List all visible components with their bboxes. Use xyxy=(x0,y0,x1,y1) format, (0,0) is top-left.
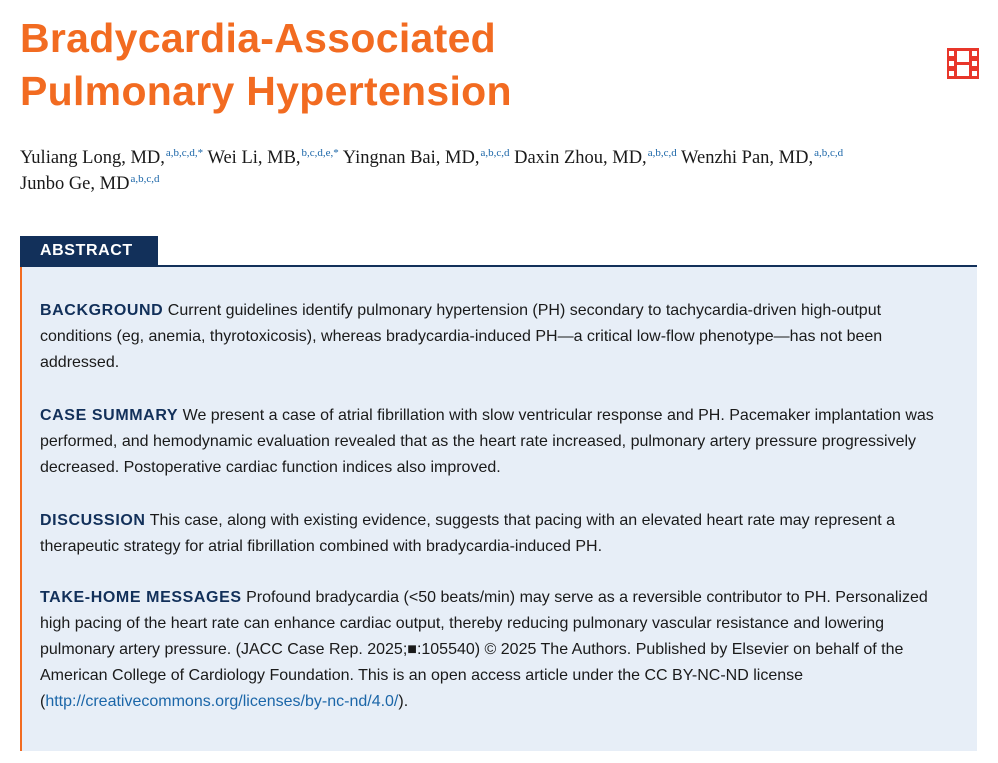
author-name: Junbo Ge, MD xyxy=(20,174,130,194)
author-name: Wei Li, MB, xyxy=(207,148,301,168)
author-1 xyxy=(20,148,203,168)
background-heading: BACKGROUND xyxy=(40,302,164,319)
background-text: Current guidelines identify pulmonary hypertension (PH) secondary to tachycardia-driven high-output conditions (eg, anemia, thyrotoxicosis), whereas bradycardia-induced PH—a critical low-flow phenotype—has not been addressed. xyxy=(40,302,883,371)
abstract-discussion xyxy=(40,508,952,560)
citation-text: (JACC Case Rep. 2025;■:105540) © 2025 The Authors. Published by Elsevier on behalf of the American College of Cardiology Foundation. This is an open access article under the CC BY-NC-ND license ( xyxy=(40,641,904,710)
author-affiliation[interactable]: a,b,c,d xyxy=(647,147,677,159)
case-summary-text: We present a case of atrial fibrillation with slow ventricular response and PH. Pacemaker implantation was performed, and hemodynamic evaluation revealed that as the heart rate increased, pulmonary artery pressure progressively decreased. Postoperative cardiac function indices also improved. xyxy=(40,407,934,476)
title-line-1: Bradycardia-Associated xyxy=(20,15,497,61)
author-name: Daxin Zhou, MD, xyxy=(514,148,647,168)
case-summary-heading: CASE SUMMARY xyxy=(40,407,179,424)
author-name: Yuliang Long, MD, xyxy=(20,148,165,168)
author-name: Yingnan Bai, MD, xyxy=(342,148,480,168)
author-affiliation[interactable]: a,b,c,d,* xyxy=(165,147,204,159)
author-5 xyxy=(681,148,843,168)
abstract-background xyxy=(40,298,952,376)
author-4 xyxy=(514,148,677,168)
author-3 xyxy=(343,148,510,168)
video-film-icon[interactable] xyxy=(947,48,979,79)
title-line-2: Pulmonary Hypertension xyxy=(20,68,512,114)
abstract-take-home xyxy=(40,585,952,715)
author-6 xyxy=(20,174,159,194)
author-affiliation[interactable]: a,b,c,d xyxy=(814,147,844,159)
author-name: Wenzhi Pan, MD, xyxy=(681,148,814,168)
discussion-heading: DISCUSSION xyxy=(40,512,146,529)
discussion-text: This case, along with existing evidence, suggests that pacing with an elevated heart rate may represent a therapeutic strategy for atrial fibrillation combined with bradycardia-induced PH. xyxy=(40,512,896,555)
author-affiliation[interactable]: b,c,d,e,* xyxy=(301,147,339,159)
author-2 xyxy=(207,148,338,168)
author-affiliation[interactable]: a,b,c,d xyxy=(130,173,160,185)
abstract-case-summary xyxy=(40,403,952,481)
abstract-heading: ABSTRACT xyxy=(20,236,158,265)
article-title xyxy=(20,12,512,118)
take-home-text: Profound bradycardia (<50 beats/min) may serve as a reversible contributor to PH. Personalized high pacing of the heart rate can enhance cardiac output, thereby reducing pulmonary vascular resistance and lowering pulmonary artery pressure. xyxy=(40,589,928,658)
license-link[interactable]: http://creativecommons.org/licenses/by-nc-nd/4.0/ xyxy=(45,693,399,710)
author-affiliation[interactable]: a,b,c,d xyxy=(480,147,510,159)
citation-closing: ). xyxy=(398,693,409,710)
take-home-heading: TAKE-HOME MESSAGES xyxy=(40,589,242,606)
author-list xyxy=(20,145,980,197)
